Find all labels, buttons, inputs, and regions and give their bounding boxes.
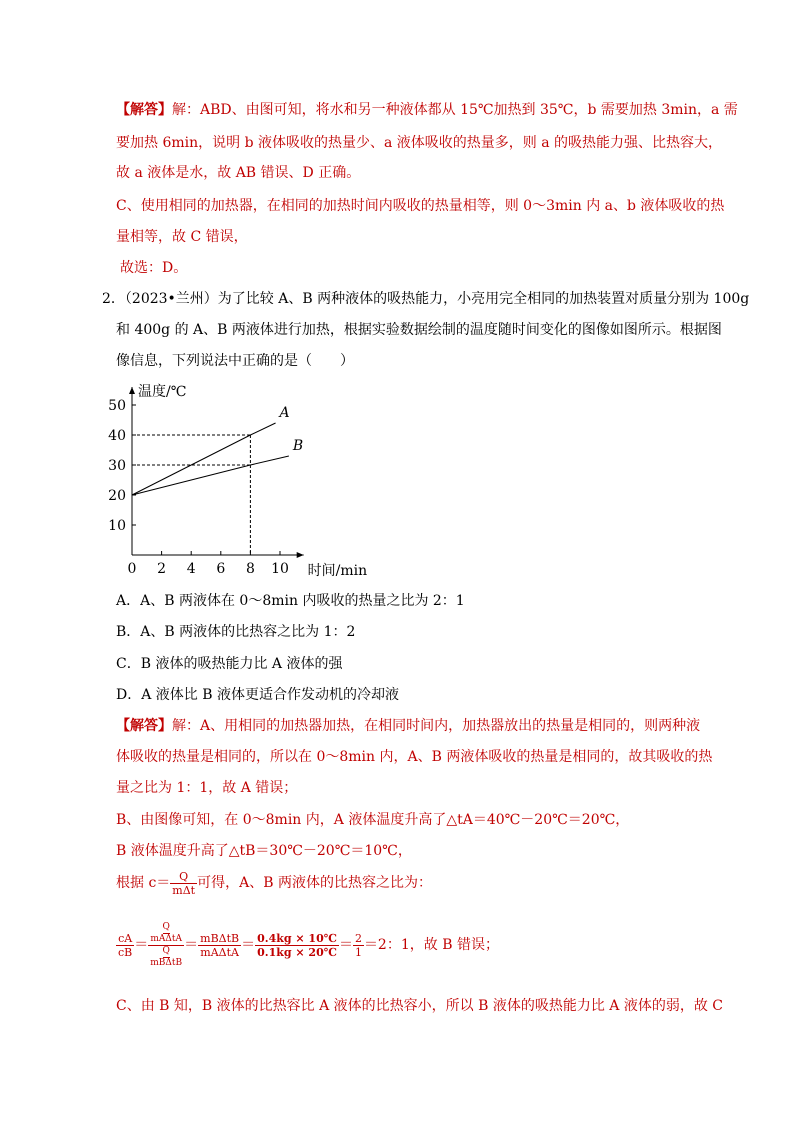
option-d: D．A 液体比 B 液体更适合作发动机的冷却液 <box>116 687 399 703</box>
ratio-tail: ＝2：1，故 B 错误； <box>363 937 499 953</box>
x-tick-label: 0 <box>127 561 137 577</box>
series-line-a <box>132 423 276 495</box>
mass-denominator: mAΔtA <box>200 945 239 959</box>
y-tick-label: 10 <box>108 518 126 534</box>
fraction-denominator: mΔt <box>172 883 196 897</box>
answer2-line-8: C、由 B 知，B 液体的比热容比 A 液体的比热容小，所以 B 液体的吸热能力比 A 液体的弱，故 C <box>116 998 724 1014</box>
x-tick-label: 2 <box>157 561 167 577</box>
option-a: A．A、B 两液体在 0～8min 内吸收的热量之比为 2：1 <box>116 593 465 609</box>
value-denominator: 0.1kg × 20℃ <box>257 945 337 959</box>
question2-line-3: 像信息，下列说法中正确的是（ ） <box>116 353 354 369</box>
formula-prefix: 根据 c＝ <box>116 875 171 891</box>
answer2-line-6 <box>116 867 432 899</box>
answer2-line-3: 量之比为 1：1，故 A 错误； <box>116 780 298 796</box>
x-tick-label: 6 <box>216 561 226 577</box>
answer1-line-4: C、使用相同的加热器，在相同的加热时间内吸收的热量相等，则 0～3min 内 a、b 液体吸收的热 <box>116 198 725 214</box>
answer1-line-1 <box>116 101 738 119</box>
formula-suffix: 可得，A、B 两液体的比热容之比为： <box>197 875 432 891</box>
question2-line-1: 2．（2023•兰州）为了比较 A、B 两种液体的吸热能力，小亮用完全相同的加热装置对质量分别为 100g <box>102 291 750 307</box>
y-tick-label: 30 <box>108 458 126 474</box>
answer-tag: 【解答】 <box>116 102 172 118</box>
ratio-formula: $\frac{cA}{cB}$ ＝ Q mAΔtA Q mBΔtB ＝ $\frac{\text{mBΔtB}}{\text{mAΔtA}}$ ＝ $\frac{0.4kg \times 10℃}{0.1kg \times 20℃}$ ＝ $\frac{2}{1}$ ＝2：1，故 B 错误； <box>118 921 499 968</box>
option-c: C．B 液体的吸热能力比 A 液体的强 <box>116 656 343 672</box>
y-tick-label: 50 <box>108 398 126 414</box>
y-axis-label: 温度/℃ <box>138 384 187 400</box>
answer1-line-6: 故选：D。 <box>120 260 188 276</box>
x-tick-label: 10 <box>271 561 289 577</box>
y-tick-label: 40 <box>108 428 126 444</box>
compound-numerator: Q mAΔtA <box>148 922 184 946</box>
x-axis-label: 时间/min <box>307 563 368 579</box>
compound-denominator: Q mBΔtB <box>150 945 183 968</box>
mass-numerator: mBΔtB <box>200 931 240 945</box>
ratio-value-fraction <box>255 932 339 959</box>
answer-tag: 【解答】 <box>116 718 172 734</box>
answer1-line-5: 量相等，故 C 错误， <box>116 229 248 245</box>
answer2-text-1: 解：A、用相同的加热器加热，在相同时间内，加热器放出的热量是相同的，则两种液 <box>172 718 701 734</box>
x-tick-label: 8 <box>245 561 255 577</box>
answer1-line-3: 故 a 液体是水，故 AB 错误、D 正确。 <box>116 165 361 181</box>
temperature-time-chart <box>108 378 368 583</box>
c-definition-fraction <box>170 870 197 897</box>
ratio-lhs-fraction <box>116 932 134 959</box>
answer2-line-1 <box>116 717 700 735</box>
x-axis-arrow <box>297 552 304 558</box>
answer2-line-2: 体吸收的热量是相同的，所以在 0～8min 内，A、B 两液体吸收的热量是相同的，故其吸收的热 <box>116 749 713 765</box>
series-label-b: B <box>292 438 304 454</box>
result-numerator: 2 <box>354 931 362 945</box>
answer1-line-2: 要加热 6min，说明 b 液体吸收的热量少、a 液体吸收的热量多，则 a 的吸热能力强、比热容大， <box>116 135 723 151</box>
ratio-compound-fraction <box>148 922 184 969</box>
result-denominator: 1 <box>354 945 362 959</box>
ratio-result-fraction <box>353 932 364 959</box>
y-axis-arrow <box>129 387 135 394</box>
question2-line-2: 和 400g 的 A、B 两液体进行加热，根据实验数据绘制的温度随时间变化的图像如图所示。根据图 <box>116 322 722 338</box>
lhs-numerator: cA <box>116 932 134 946</box>
answer1-text-1: 解：ABD、由图可知，将水和另一种液体都从 15℃加热到 35℃，b 需要加热 3min，a 需 <box>172 102 738 118</box>
answer2-line-4: B、由图像可知，在 0～8min 内，A 液体温度升高了△tA＝40℃－20℃＝20℃， <box>116 812 630 828</box>
value-numerator: 0.4kg × 10℃ <box>257 931 337 945</box>
answer2-line-5: B 液体温度升高了△tB＝30℃－20℃＝10℃， <box>116 843 412 859</box>
option-b: B．A、B 两液体的比热容之比为 1：2 <box>116 624 356 640</box>
ratio-mass-fraction <box>198 932 241 959</box>
series-label-a: A <box>279 405 290 421</box>
fraction-numerator: Q <box>170 870 197 884</box>
series-line-b <box>132 456 289 495</box>
x-tick-label: 4 <box>186 561 196 577</box>
lhs-denominator: cB <box>118 945 133 959</box>
y-tick-label: 20 <box>108 488 126 504</box>
